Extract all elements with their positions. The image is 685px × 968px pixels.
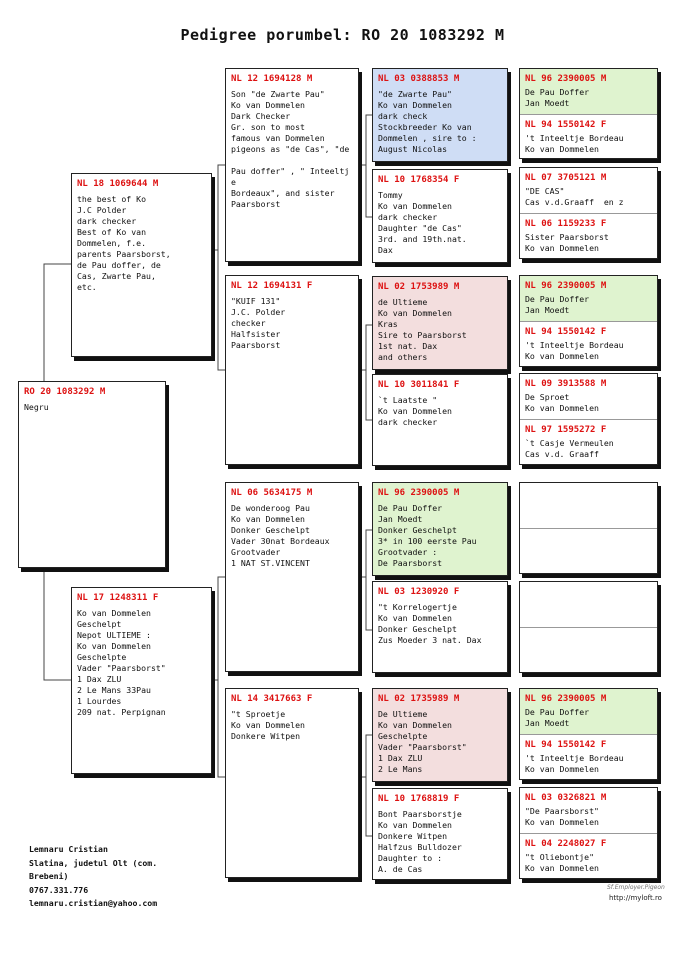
ring-number: NL 96 2390005 M: [525, 694, 607, 704]
pigeon-description: "de Zwarte Pau" Ko van Dommelen dark check Stockbreeder Ko van Dommelen , sire to : August Nicolas: [378, 89, 477, 154]
great-grandparent-card-7: [372, 688, 508, 782]
ring-number: RO 20 1083292 M: [24, 387, 106, 397]
pigeon-description: 't Inteeltje Bordeau Ko van Dommelen: [525, 340, 624, 361]
gen4-pair-card-2: [519, 167, 658, 259]
great-grandparent-card-4: [372, 374, 508, 466]
pigeon-description: De Pau Doffer Jan Moedt Donker Geschelpt 3* in 100 eerste Pau Grootvader : De Paarsborst: [378, 503, 477, 568]
website-link[interactable]: http://myloft.ro: [609, 894, 662, 902]
pigeon-description: "KUIF 131" J.C. Polder checker Halfsister Paarsborst: [231, 296, 286, 350]
gen4-dam-section: [520, 528, 657, 573]
pigeon-description: De wonderoog Pau Ko van Dommelen Donker Geschelpt Vader 30nat Bordeaux Grootvader 1 NAT ST.VINCENT: [231, 503, 330, 568]
gen4-pair-card-3: [519, 275, 658, 367]
ring-number: NL 94 1550142 F: [525, 120, 607, 130]
grandparent-card-3: [225, 482, 359, 672]
dam-card: [71, 587, 212, 774]
root-pigeon-card: [18, 381, 166, 568]
gen4-sire-section: [520, 483, 657, 528]
gen4-dam-section: [520, 833, 657, 878]
ring-number: NL 17 1248311 F: [77, 593, 159, 603]
ring-number: [520, 582, 657, 587]
signature: Sf.Employer.Pigeon: [607, 884, 665, 891]
great-grandparent-card-2: [372, 169, 508, 263]
great-grandparent-card-8: [372, 788, 508, 880]
gen4-dam-section: [520, 213, 657, 258]
pigeon-description: De Sproet Ko van Dommelen: [525, 392, 599, 413]
ring-number: NL 03 0326821 M: [525, 793, 607, 803]
pigeon-description: "t Korrelogertje Ko van Dommelen Donker Geschelpt Zus Moeder 3 nat. Dax: [378, 602, 482, 645]
ring-number: NL 12 1694131 F: [231, 281, 313, 291]
ring-number: NL 10 1768819 F: [378, 794, 460, 804]
gen4-pair-card-4: [519, 373, 658, 465]
ring-number: NL 18 1069644 M: [77, 179, 159, 189]
sire-card: [71, 173, 212, 357]
great-grandparent-card-6: [372, 581, 508, 673]
pigeon-description: de Ultieme Ko van Dommelen Kras Sire to Paarsborst 1st nat. Dax and others: [378, 297, 467, 362]
grandparent-card-2: [225, 275, 359, 465]
gen4-sire-section: [520, 788, 657, 833]
gen4-dam-section: [520, 734, 657, 779]
page-title: Pedigree porumbel: RO 20 1083292 M: [180, 26, 505, 44]
pigeon-description: De Ultieme Ko van Dommelen Geschelpte Vader "Paarsborst" 1 Dax ZLU 2 Le Mans: [378, 709, 467, 774]
gen4-sire-section: [520, 69, 657, 114]
pigeon-description: Tommy Ko van Dommelen dark checker Daughter "de Cas" 3rd. and 19th.nat. Dax: [378, 190, 467, 255]
ring-number: NL 94 1550142 F: [525, 740, 607, 750]
pigeon-description: "DE CAS" Cas v.d.Graaff en z: [525, 186, 624, 207]
great-grandparent-card-1: [372, 68, 508, 162]
breeder-contact-info: Lemnaru Cristian Slatina, judetul Olt (com. Brebeni) 0767.331.776 lemnaru.cristian@yahoo.com: [29, 844, 158, 908]
gen4-sire-section: [520, 276, 657, 321]
pigeon-description: Ko van Dommelen Geschelpt Nepot ULTIEME : Ko van Dommelen Geschelpte Vader "Paarsborst" 1 Dax ZLU 2 Le Mans 33Pau 1 Lourdes 209 nat. Perpignan: [77, 608, 166, 717]
ring-number: NL 02 1753989 M: [378, 282, 460, 292]
gen4-pair-card-6: [519, 787, 658, 879]
ring-number: NL 03 0388853 M: [378, 74, 460, 84]
ring-number: NL 96 2390005 M: [378, 488, 460, 498]
ring-number: [520, 628, 657, 633]
pigeon-description: De Pau Doffer Jan Moedt: [525, 294, 590, 315]
ring-number: NL 97 1595272 F: [525, 425, 607, 435]
pigeon-description: Son "de Zwarte Pau" Ko van Dommelen Dark Checker Gr. son to most famous van Dommelen pigeons as "de Cas", "de Pau doffer" , " Inteeltj e Bordeaux", and sister Paarsborst: [231, 89, 350, 209]
pigeon-description: De Pau Doffer Jan Moedt: [525, 87, 590, 108]
ring-number: NL 10 3011841 F: [378, 380, 460, 390]
gen4-pair-card-1: [519, 68, 658, 159]
ring-number: NL 96 2390005 M: [525, 281, 607, 291]
pigeon-description: 't Inteeltje Bordeau Ko van Dommelen: [525, 753, 624, 774]
ring-number: NL 12 1694128 M: [231, 74, 313, 84]
ring-number: [520, 529, 657, 534]
grandparent-card-1: [225, 68, 359, 262]
pigeon-description: 't Inteeltje Bordeau Ko van Dommelen: [525, 133, 624, 154]
ring-number: NL 96 2390005 M: [525, 74, 607, 84]
ring-number: [520, 483, 657, 488]
gen4-dam-section: [520, 114, 657, 158]
gen4-sire-section: [520, 374, 657, 419]
pigeon-description: the best of Ko J.C Polder dark checker Best of Ko van Dommelen, f.e. parents Paarsborst, de Pau doffer, de Cas, Zwarte Pau, etc.: [77, 194, 171, 292]
pigeon-description: "De Paarsborst" Ko van Dommelen: [525, 806, 599, 827]
pigeon-description: Bont Paarsborstje Ko van Dommelen Donkere Witpen Halfzus Bulldozer Daughter to : A. de Cas: [378, 809, 462, 874]
ring-number: NL 07 3705121 M: [525, 173, 607, 183]
ring-number: NL 02 1735989 M: [378, 694, 460, 704]
gen4-empty-card-1: [519, 482, 658, 574]
pigeon-description: Sister Paarsborst Ko van Dommelen: [525, 232, 609, 253]
pigeon-description: `t Laatste " Ko van Dommelen dark checker: [378, 395, 452, 427]
ring-number: NL 04 2248027 F: [525, 839, 607, 849]
ring-number: NL 10 1768354 F: [378, 175, 460, 185]
great-grandparent-card-3: [372, 276, 508, 370]
pigeon-description: "t Oliebontje" Ko van Dommelen: [525, 852, 599, 873]
ring-number: NL 09 3913588 M: [525, 379, 607, 389]
gen4-dam-section: [520, 321, 657, 366]
grandparent-card-4: [225, 688, 359, 878]
gen4-sire-section: [520, 168, 657, 213]
ring-number: NL 03 1230920 F: [378, 587, 460, 597]
pigeon-description: "t Sproetje Ko van Dommelen Donkere Witpen: [231, 709, 305, 741]
great-grandparent-card-5: [372, 482, 508, 576]
ring-number: NL 06 1159233 F: [525, 219, 607, 229]
gen4-dam-section: [520, 419, 657, 464]
gen4-sire-section: [520, 582, 657, 627]
gen4-empty-card-2: [519, 581, 658, 673]
gen4-pair-card-5: [519, 688, 658, 780]
gen4-sire-section: [520, 689, 657, 734]
pigeon-description: Negru: [24, 402, 49, 412]
ring-number: NL 94 1550142 F: [525, 327, 607, 337]
ring-number: NL 06 5634175 M: [231, 488, 313, 498]
ring-number: NL 14 3417663 F: [231, 694, 313, 704]
pigeon-description: De Pau Doffer Jan Moedt: [525, 707, 590, 728]
pigeon-description: `t Casje Vermeulen Cas v.d. Graaff: [525, 438, 614, 459]
gen4-dam-section: [520, 627, 657, 672]
